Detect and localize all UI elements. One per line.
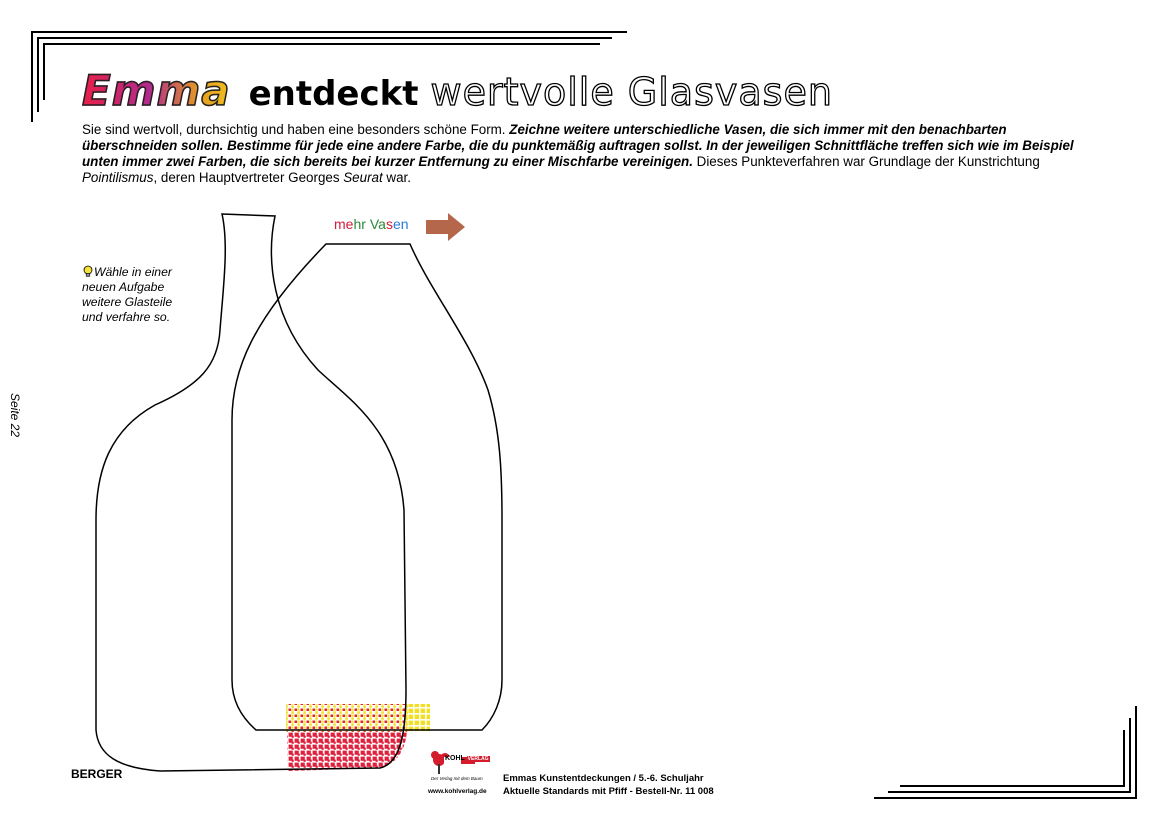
more-vases-letter: r (361, 216, 366, 232)
more-vases-letter: a (378, 216, 386, 232)
more-vases-letter: m (334, 216, 346, 232)
more-vases-letter: s (385, 216, 393, 232)
intro-part4: war. (382, 170, 411, 185)
hint-line-4: und verfahre so. (82, 310, 171, 324)
page-number: Seite 22 (8, 393, 22, 438)
title-entdeckt: entdeckt (248, 74, 419, 114)
intro-name: Seurat (343, 170, 383, 185)
footer-line-1: Emmas Kunstentdeckungen / 5.-6. Schuljahr (503, 773, 704, 784)
more-vases-letter: V (369, 216, 379, 232)
intro-part1: Sie sind wertvoll, durchsichtig und haben eine besonders schöne Form. (82, 122, 510, 137)
intro-task: Zeichne weitere unterschiedliche Vasen, die sich immer mit den benachbarten überschneiden sollen. Bestimme für jede eine andere Farbe, die du punktemäßig auftragen sollst. In der jeweiligen Schnittfläche treffen sich wie im Beispiel unten immer zwei Farben, die sich bereits bei kurzer Entfernung zu einer Mischfarbe vereinigen. (82, 122, 1074, 169)
intro-part3: , deren Hauptvertreter Georges (153, 170, 344, 185)
mixed-dots-area (286, 704, 408, 732)
footer-text (503, 772, 714, 798)
title-emma: Emma (82, 66, 231, 115)
intro-term: Pointilismus (82, 170, 154, 185)
more-vases-letter: n (400, 216, 409, 232)
hint-line-3: weitere Glasteile (82, 295, 173, 309)
hint-line-2: neuen Aufgabe (82, 280, 165, 294)
author-label: BERGER (71, 767, 123, 781)
more-vases-letter: h (353, 216, 362, 232)
hint-line-1: Wähle in einer (94, 265, 172, 279)
more-vases-letter: e (345, 216, 354, 232)
logo-url[interactable]: www.kohlverlag.de (428, 788, 487, 795)
vase-right (232, 244, 502, 730)
logo-name: KOHL VERLAG (445, 755, 489, 762)
logo-slogan: Der Verlag mit dem Baum (431, 776, 483, 781)
footer-line-2: Aktuelle Standards mit Pfiff - Bestell-Nr. 11 008 (503, 786, 714, 797)
more-vases-letter: e (392, 216, 401, 232)
intro-part2: Dieses Punkteverfahren war Grundlage der Kunstrichtung (692, 154, 1040, 169)
red-dots-area (287, 731, 407, 771)
vase-bottle-left (96, 214, 406, 771)
title-glasvasen: wertvolle Glasvasen (430, 70, 833, 114)
yellow-dots-area (406, 704, 430, 732)
